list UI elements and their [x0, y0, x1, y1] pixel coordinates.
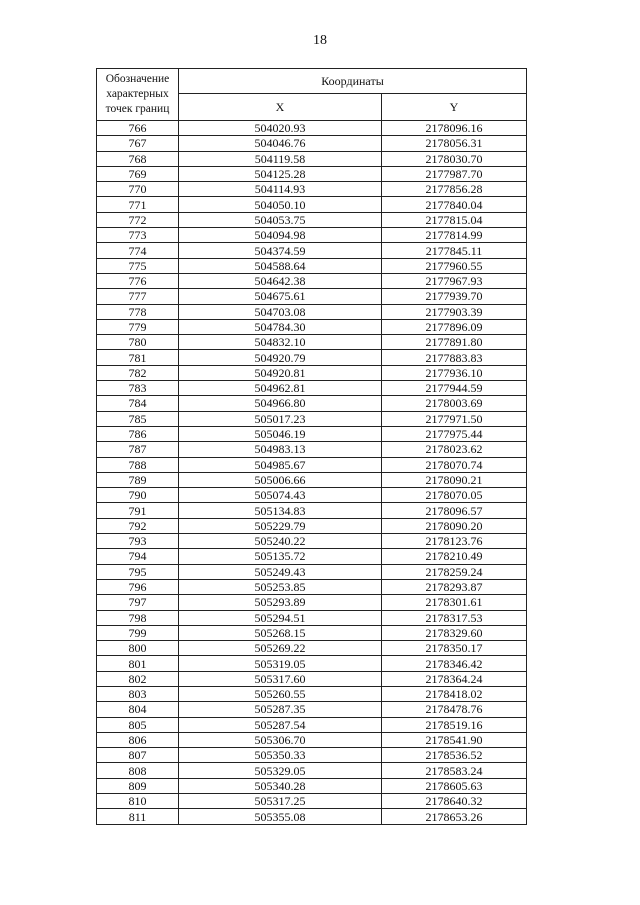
point-id-cell: 800 — [97, 641, 179, 656]
table-row — [97, 335, 527, 350]
y-coordinate-cell: 2177840.04 — [382, 197, 527, 212]
point-id-cell: 795 — [97, 564, 179, 579]
table-row — [97, 136, 527, 151]
x-coordinate-cell: 505260.55 — [179, 686, 382, 701]
x-coordinate-cell: 504675.61 — [179, 289, 382, 304]
y-coordinate-cell: 2178070.05 — [382, 488, 527, 503]
x-coordinate-cell: 505317.60 — [179, 671, 382, 686]
table-row — [97, 579, 527, 594]
table-row — [97, 534, 527, 549]
table-row — [97, 778, 527, 793]
table-row — [97, 151, 527, 166]
table-row — [97, 411, 527, 426]
point-id-cell: 789 — [97, 472, 179, 487]
x-coordinate-cell: 504588.64 — [179, 258, 382, 273]
table-row — [97, 564, 527, 579]
y-coordinate-cell: 2178023.62 — [382, 442, 527, 457]
x-coordinate-cell: 504125.28 — [179, 166, 382, 181]
y-coordinate-cell: 2177856.28 — [382, 182, 527, 197]
point-id-cell: 769 — [97, 166, 179, 181]
y-coordinate-cell: 2178583.24 — [382, 763, 527, 778]
point-id-cell: 777 — [97, 289, 179, 304]
point-id-cell: 773 — [97, 228, 179, 243]
table-row — [97, 488, 527, 503]
y-coordinate-cell: 2178123.76 — [382, 534, 527, 549]
x-coordinate-cell: 504119.58 — [179, 151, 382, 166]
point-id-cell: 794 — [97, 549, 179, 564]
table-row — [97, 243, 527, 258]
x-coordinate-cell: 505294.51 — [179, 610, 382, 625]
table-row — [97, 595, 527, 610]
x-coordinate-cell: 505306.70 — [179, 732, 382, 747]
table-row — [97, 625, 527, 640]
table-row — [97, 273, 527, 288]
y-coordinate-cell: 2178364.24 — [382, 671, 527, 686]
table-row — [97, 503, 527, 518]
x-coordinate-cell: 504703.08 — [179, 304, 382, 319]
x-coordinate-cell: 504832.10 — [179, 335, 382, 350]
table-row — [97, 610, 527, 625]
table-row — [97, 763, 527, 778]
table-row — [97, 748, 527, 763]
point-id-cell: 784 — [97, 396, 179, 411]
y-coordinate-cell: 2178519.16 — [382, 717, 527, 732]
y-coordinate-cell: 2177971.50 — [382, 411, 527, 426]
table-row — [97, 182, 527, 197]
x-coordinate-cell: 505293.89 — [179, 595, 382, 610]
y-coordinate-cell: 2178030.70 — [382, 151, 527, 166]
y-coordinate-cell: 2177987.70 — [382, 166, 527, 181]
x-coordinate-cell: 504046.76 — [179, 136, 382, 151]
x-coordinate-cell: 504050.10 — [179, 197, 382, 212]
x-coordinate-cell: 505240.22 — [179, 534, 382, 549]
table-row — [97, 702, 527, 717]
x-coordinate-cell: 505229.79 — [179, 518, 382, 533]
coordinates-header: Координаты — [179, 69, 527, 94]
y-coordinate-cell: 2177903.39 — [382, 304, 527, 319]
x-coordinate-cell: 505135.72 — [179, 549, 382, 564]
y-coordinate-cell: 2177815.04 — [382, 212, 527, 227]
x-coordinate-cell: 505017.23 — [179, 411, 382, 426]
table-row — [97, 197, 527, 212]
table-row — [97, 365, 527, 380]
point-id-cell: 801 — [97, 656, 179, 671]
table-row — [97, 396, 527, 411]
y-coordinate-cell: 2178096.16 — [382, 121, 527, 136]
y-coordinate-cell: 2178640.32 — [382, 794, 527, 809]
x-coordinate-cell: 505319.05 — [179, 656, 382, 671]
point-id-cell: 805 — [97, 717, 179, 732]
y-coordinate-cell: 2178096.57 — [382, 503, 527, 518]
point-id-cell: 768 — [97, 151, 179, 166]
y-coordinate-cell: 2178536.52 — [382, 748, 527, 763]
y-coordinate-cell: 2178070.74 — [382, 457, 527, 472]
table-row — [97, 166, 527, 181]
x-coordinate-cell: 505134.83 — [179, 503, 382, 518]
x-coordinate-cell: 505287.54 — [179, 717, 382, 732]
point-id-cell: 804 — [97, 702, 179, 717]
point-id-cell: 781 — [97, 350, 179, 365]
point-id-cell: 766 — [97, 121, 179, 136]
y-coordinate-cell: 2177814.99 — [382, 228, 527, 243]
x-coordinate-cell: 505249.43 — [179, 564, 382, 579]
y-coordinate-cell: 2178329.60 — [382, 625, 527, 640]
y-coordinate-cell: 2178210.49 — [382, 549, 527, 564]
x-coordinate-cell: 505253.85 — [179, 579, 382, 594]
point-id-cell: 783 — [97, 381, 179, 396]
x-coordinate-cell: 504920.79 — [179, 350, 382, 365]
point-id-cell: 799 — [97, 625, 179, 640]
point-id-cell: 796 — [97, 579, 179, 594]
table-row — [97, 549, 527, 564]
y-coordinate-cell: 2178259.24 — [382, 564, 527, 579]
y-coordinate-cell: 2178301.61 — [382, 595, 527, 610]
x-coordinate-cell: 504114.93 — [179, 182, 382, 197]
x-coordinate-cell: 504374.59 — [179, 243, 382, 258]
point-id-cell: 782 — [97, 365, 179, 380]
table-body — [97, 121, 527, 825]
table-row — [97, 671, 527, 686]
x-coordinate-cell: 505350.33 — [179, 748, 382, 763]
point-id-cell: 809 — [97, 778, 179, 793]
point-id-cell: 791 — [97, 503, 179, 518]
table-row — [97, 472, 527, 487]
table-row — [97, 289, 527, 304]
table-row — [97, 228, 527, 243]
table-row — [97, 258, 527, 273]
y-coordinate-cell: 2178003.69 — [382, 396, 527, 411]
y-coordinate-cell: 2177960.55 — [382, 258, 527, 273]
y-coordinate-cell: 2177883.83 — [382, 350, 527, 365]
y-coordinate-cell: 2178346.42 — [382, 656, 527, 671]
table-row — [97, 426, 527, 441]
table-row — [97, 212, 527, 227]
table-row — [97, 732, 527, 747]
point-id-cell: 792 — [97, 518, 179, 533]
x-coordinate-cell: 504053.75 — [179, 212, 382, 227]
y-coordinate-cell: 2177845.11 — [382, 243, 527, 258]
table-row — [97, 717, 527, 732]
point-id-cell: 776 — [97, 273, 179, 288]
x-coordinate-cell: 504985.67 — [179, 457, 382, 472]
table-row — [97, 121, 527, 136]
y-coordinate-cell: 2178418.02 — [382, 686, 527, 701]
y-column-header: Y — [382, 94, 527, 121]
point-id-cell: 788 — [97, 457, 179, 472]
x-column-header: X — [179, 94, 382, 121]
x-coordinate-cell: 505317.25 — [179, 794, 382, 809]
point-id-cell: 770 — [97, 182, 179, 197]
x-coordinate-cell: 504920.81 — [179, 365, 382, 380]
point-id-cell: 807 — [97, 748, 179, 763]
y-coordinate-cell: 2177896.09 — [382, 319, 527, 334]
y-coordinate-cell: 2178653.26 — [382, 809, 527, 824]
y-coordinate-cell: 2177975.44 — [382, 426, 527, 441]
coordinates-table — [96, 68, 527, 825]
table-row — [97, 304, 527, 319]
y-coordinate-cell: 2178293.87 — [382, 579, 527, 594]
point-id-cell: 778 — [97, 304, 179, 319]
point-id-cell: 808 — [97, 763, 179, 778]
point-id-cell: 811 — [97, 809, 179, 824]
x-coordinate-cell: 505269.22 — [179, 641, 382, 656]
x-coordinate-cell: 505287.35 — [179, 702, 382, 717]
point-id-cell: 774 — [97, 243, 179, 258]
y-coordinate-cell: 2178350.17 — [382, 641, 527, 656]
y-coordinate-cell: 2177939.70 — [382, 289, 527, 304]
x-coordinate-cell: 505355.08 — [179, 809, 382, 824]
y-coordinate-cell: 2178478.76 — [382, 702, 527, 717]
point-id-cell: 798 — [97, 610, 179, 625]
table-row — [97, 686, 527, 701]
x-coordinate-cell: 505006.66 — [179, 472, 382, 487]
x-coordinate-cell: 504642.38 — [179, 273, 382, 288]
point-id-cell: 786 — [97, 426, 179, 441]
point-id-cell: 790 — [97, 488, 179, 503]
point-id-cell: 803 — [97, 686, 179, 701]
table-row — [97, 350, 527, 365]
point-id-cell: 806 — [97, 732, 179, 747]
table-row — [97, 809, 527, 824]
y-coordinate-cell: 2177967.93 — [382, 273, 527, 288]
point-id-cell: 787 — [97, 442, 179, 457]
point-id-cell: 785 — [97, 411, 179, 426]
point-column-header: Обозначение характерных точек границ — [97, 69, 179, 121]
point-id-cell: 793 — [97, 534, 179, 549]
table-row — [97, 457, 527, 472]
x-coordinate-cell: 505329.05 — [179, 763, 382, 778]
table-row — [97, 641, 527, 656]
point-id-cell: 797 — [97, 595, 179, 610]
table-row — [97, 518, 527, 533]
x-coordinate-cell: 505268.15 — [179, 625, 382, 640]
y-coordinate-cell: 2178317.53 — [382, 610, 527, 625]
x-coordinate-cell: 505074.43 — [179, 488, 382, 503]
y-coordinate-cell: 2178605.63 — [382, 778, 527, 793]
page-number: 18 — [313, 33, 327, 48]
point-id-cell: 810 — [97, 794, 179, 809]
y-coordinate-cell: 2177891.80 — [382, 335, 527, 350]
y-coordinate-cell: 2178541.90 — [382, 732, 527, 747]
table-row — [97, 442, 527, 457]
point-id-cell: 779 — [97, 319, 179, 334]
y-coordinate-cell: 2178090.21 — [382, 472, 527, 487]
x-coordinate-cell: 504094.98 — [179, 228, 382, 243]
y-coordinate-cell: 2178056.31 — [382, 136, 527, 151]
x-coordinate-cell: 504784.30 — [179, 319, 382, 334]
x-coordinate-cell: 504020.93 — [179, 121, 382, 136]
y-coordinate-cell: 2177936.10 — [382, 365, 527, 380]
table-row — [97, 794, 527, 809]
table-row — [97, 319, 527, 334]
x-coordinate-cell: 504962.81 — [179, 381, 382, 396]
x-coordinate-cell: 504966.80 — [179, 396, 382, 411]
x-coordinate-cell: 505046.19 — [179, 426, 382, 441]
point-id-cell: 767 — [97, 136, 179, 151]
table-row — [97, 381, 527, 396]
x-coordinate-cell: 504983.13 — [179, 442, 382, 457]
point-id-cell: 780 — [97, 335, 179, 350]
x-coordinate-cell: 505340.28 — [179, 778, 382, 793]
point-id-cell: 772 — [97, 212, 179, 227]
table-row — [97, 656, 527, 671]
point-id-cell: 802 — [97, 671, 179, 686]
y-coordinate-cell: 2178090.20 — [382, 518, 527, 533]
point-id-cell: 775 — [97, 258, 179, 273]
point-id-cell: 771 — [97, 197, 179, 212]
y-coordinate-cell: 2177944.59 — [382, 381, 527, 396]
